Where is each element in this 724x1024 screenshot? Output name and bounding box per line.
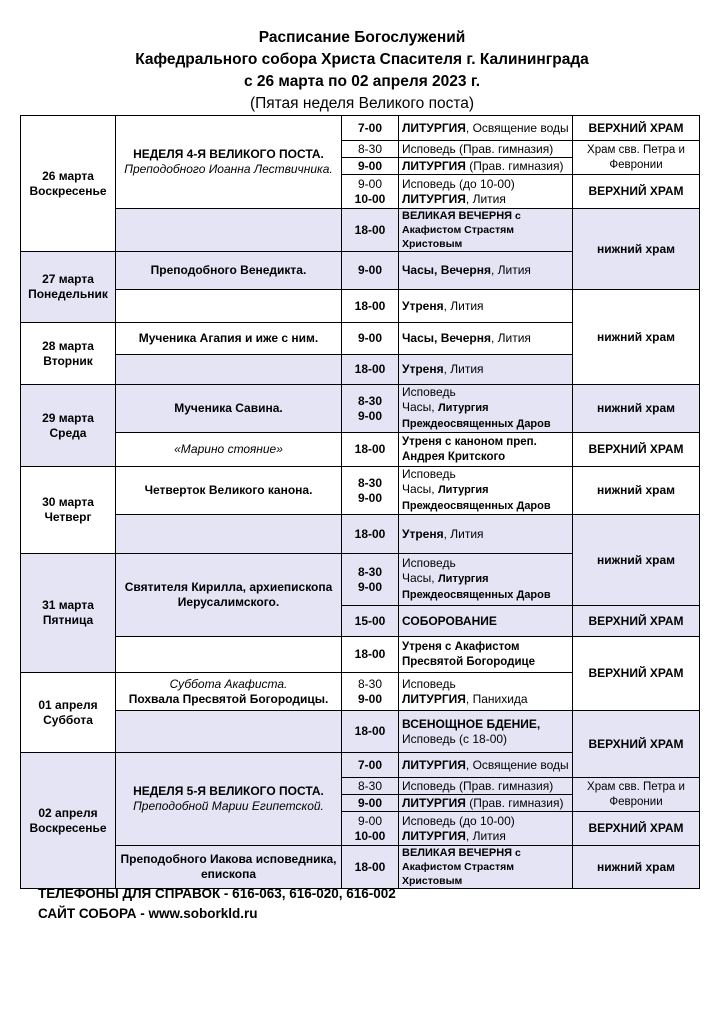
title-line-2: Кафедрального собора Христа Спасителя г. Калининграда [135,51,589,68]
day-29: 29 марта Среда [21,385,116,467]
footer-site: САЙТ СОБОРА - www.soborkld.ru [38,906,258,921]
service: ЛИТУРГИЯ, Освящение воды [399,116,573,141]
feast-31: Святителя Кирилла, архиепископа Иерусалимского. [116,554,342,637]
title-line-1: Расписание Богослужений [258,29,466,46]
day-31: 31 марта Пятница [21,554,116,673]
day-28: 28 марта Вторник [21,323,116,385]
feast-02-b: Преподобного Иакова исповедника, епископа [116,846,342,889]
schedule-table: 26 марта Воскресенье НЕДЕЛЯ 4-Я ВЕЛИКОГО ПОСТА. Преподобного Иоанна Лествичника. 7-00 ЛИТУРГИЯ, Освящение воды ВЕРХНИЙ ХРАМ 8-30 Исповедь (Прав. гимназия) Храм свв. Петра и Февронии 9-00 ЛИТУРГИЯ (Прав. гимназия) 9-00 10-00 Исповедь (до 10-00) ЛИТУРГИЯ, Лития ВЕРХНИЙ ХРАМ 18-00 ВЕЛИКАЯ ВЕЧЕРНЯ с Акафистом Страстям Христовым нижний храм 27 марта Понедельник Преподобного Венедикта. 9-00 Часы, Вечерня, Лития 18-00 Утреня, Лития нижний храм 28 марта Вторник Мученика Агапия и иже с ним. 9-00 Часы, Вечерня, Лития 18-00 Утреня, Лития 29 марта Среда Мученика Савина. 8-30 9-00 Исповедь Часы, Литургия Преждеосвященных Даров нижний храм «Марино стояние» 18-00 Утреня с каноном преп. Андрея Критского ВЕРХНИЙ ХРАМ 30 марта Четверг Четверток Великого канона. 8-30 9-00 Исповедь Часы, Литургия Преждеосвященных Даров нижний храм 18-00 Утреня, Лития нижний храм 31 марта Пятница Святителя Кирилла, архиепископа Иерусалимского. 8-30 9-00 Исповедь Часы, Литургия Преждеосвященных Даров 15-00 СОБОРОВАНИЕ ВЕРХНИЙ ХРАМ 18-00 Утреня с Акафистом Пресвятой Богородице ВЕРХНИЙ ХРАМ 01 апреля Суббота Суббота Акафиста. Похвала Пресвятой Богородицы. 8-30 9-00 Исповедь ЛИТУРГИЯ, Панихида 18-00 ВСЕНОЩНОЕ БДЕНИЕ, Исповедь (с 18-00) ВЕРХНИЙ ХРАМ 02 апреля Воскресенье НЕДЕЛЯ 5-Я ВЕЛИКОГО ПОСТА. Преподобной Марии Египетской. 7-00 ЛИТУРГИЯ, Освящение воды 8-30 Исповедь (Прав. гимназия) Храм свв. Петра и Февронии 9-00 ЛИТУРГИЯ (Прав. гимназия) 9-00 10-00 Исповедь (до 10-00) ЛИТУРГИЯ, Лития ВЕРХНИЙ ХРАМ Преподобного Иакова исповедника, епископа 18-00 ВЕЛИКАЯ ВЕЧЕРНЯ с Акафистом Страстям Христовым нижний храм [20,115,700,889]
day-02: 02 апреля Воскресенье [21,753,116,889]
feast-29-sub: «Марино стояние» [116,433,342,467]
feast-02: НЕДЕЛЯ 5-Я ВЕЛИКОГО ПОСТА. Преподобной Марии Египетской. [116,753,342,846]
feast-26: НЕДЕЛЯ 4-Я ВЕЛИКОГО ПОСТА. Преподобного Иоанна Лествичника. [116,116,342,209]
feast-30: Четверток Великого канона. [116,467,342,515]
feast-01: Суббота Акафиста. Похвала Пресвятой Богородицы. [116,673,342,711]
title-line-3: с 26 марта по 02 апреля 2023 г. [243,73,481,90]
feast-29: Мученика Савина. [116,385,342,433]
day-30: 30 марта Четверг [21,467,116,554]
title-line-4: (Пятая неделя Великого поста) [249,95,475,112]
day-27: 27 марта Понедельник [21,252,116,323]
day-01: 01 апреля Суббота [21,673,116,753]
day-26: 26 марта Воскресенье [21,116,116,252]
feast-27: Преподобного Венедикта. [116,252,342,290]
footer-phones: ТЕЛЕФОНЫ ДЛЯ СПРАВОК - 616-063, 616-020, 616-002 [38,886,396,901]
feast-28: Мученика Агапия и иже с ним. [116,323,342,355]
